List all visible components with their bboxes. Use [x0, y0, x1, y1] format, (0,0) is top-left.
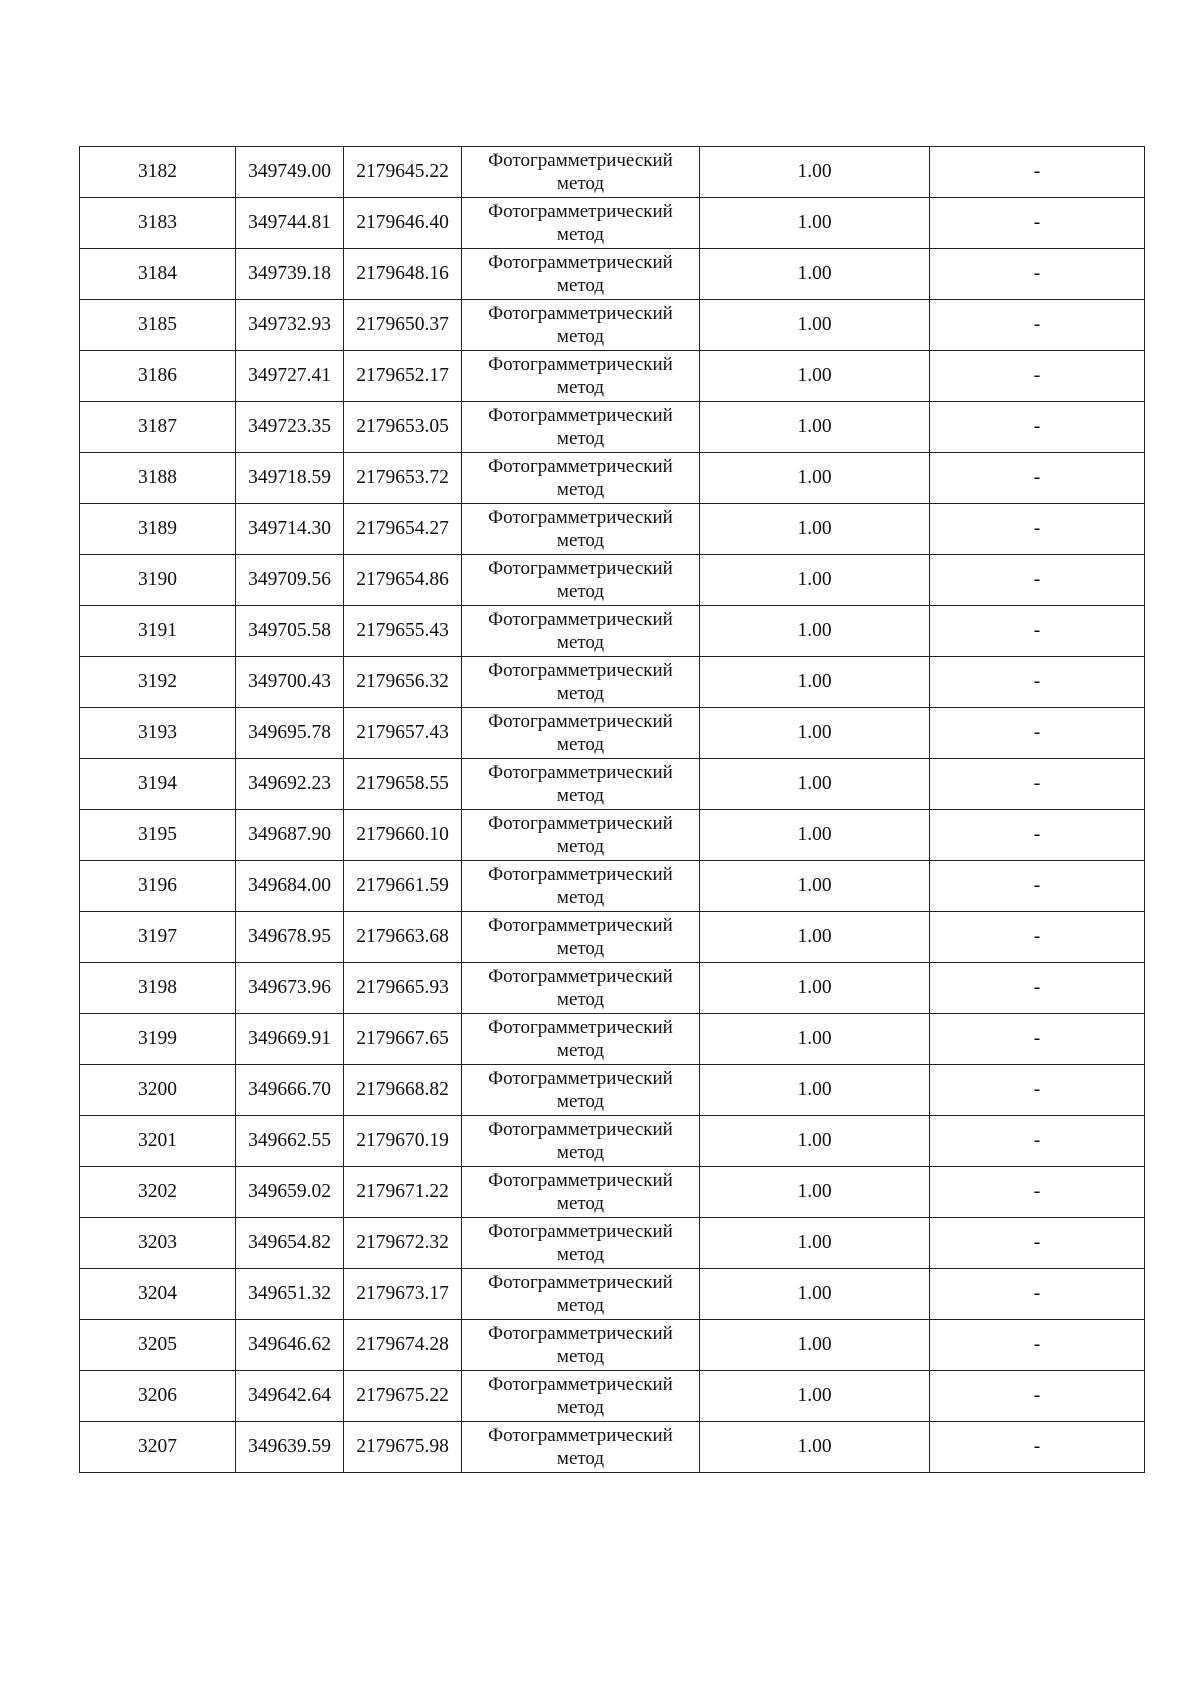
method-line-2: метод [556, 1346, 605, 1367]
note-cell: - [930, 1167, 1145, 1218]
y-coordinate-cell: 2179645.22 [344, 147, 462, 198]
point-number-cell: 3207 [80, 1422, 236, 1473]
point-number-cell: 3200 [80, 1065, 236, 1116]
x-coordinate-cell: 349705.58 [236, 606, 344, 657]
method-cell [462, 504, 700, 555]
table-row [80, 198, 1145, 249]
accuracy-cell: 1.00 [700, 657, 930, 708]
note-cell: - [930, 912, 1145, 963]
y-coordinate-cell: 2179675.98 [344, 1422, 462, 1473]
x-coordinate-cell: 349714.30 [236, 504, 344, 555]
method-line-2: метод [556, 1244, 605, 1265]
method-cell [462, 198, 700, 249]
x-coordinate-cell: 349673.96 [236, 963, 344, 1014]
y-coordinate-cell: 2179675.22 [344, 1371, 462, 1422]
x-coordinate-cell: 349654.82 [236, 1218, 344, 1269]
y-coordinate-cell: 2179660.10 [344, 810, 462, 861]
method-line-1: Фотограмметрический [488, 252, 673, 273]
method-cell [462, 861, 700, 912]
method-cell [462, 708, 700, 759]
method-line-1: Фотограмметрический [488, 1170, 673, 1191]
point-number-cell: 3195 [80, 810, 236, 861]
method-line-2: метод [556, 377, 605, 398]
table-row [80, 300, 1145, 351]
method-cell [462, 912, 700, 963]
accuracy-cell: 1.00 [700, 963, 930, 1014]
method-line-1: Фотограмметрический [488, 609, 673, 630]
point-number-cell: 3194 [80, 759, 236, 810]
y-coordinate-cell: 2179654.27 [344, 504, 462, 555]
accuracy-cell: 1.00 [700, 1371, 930, 1422]
method-line-1: Фотограмметрический [488, 507, 673, 528]
table-row [80, 1371, 1145, 1422]
y-coordinate-cell: 2179674.28 [344, 1320, 462, 1371]
method-line-2: метод [556, 326, 605, 347]
method-line-1: Фотограмметрический [488, 711, 673, 732]
x-coordinate-cell: 349639.59 [236, 1422, 344, 1473]
note-cell: - [930, 504, 1145, 555]
y-coordinate-cell: 2179652.17 [344, 351, 462, 402]
accuracy-cell: 1.00 [700, 810, 930, 861]
point-number-cell: 3196 [80, 861, 236, 912]
point-number-cell: 3201 [80, 1116, 236, 1167]
table-row [80, 912, 1145, 963]
accuracy-cell: 1.00 [700, 1218, 930, 1269]
method-line-1: Фотограмметрический [488, 1272, 673, 1293]
point-number-cell: 3205 [80, 1320, 236, 1371]
method-cell [462, 453, 700, 504]
note-cell: - [930, 759, 1145, 810]
table-row [80, 606, 1145, 657]
table-row [80, 1116, 1145, 1167]
y-coordinate-cell: 2179670.19 [344, 1116, 462, 1167]
method-cell [462, 606, 700, 657]
method-line-1: Фотограмметрический [488, 813, 673, 834]
method-line-2: метод [556, 1295, 605, 1316]
point-number-cell: 3185 [80, 300, 236, 351]
method-line-1: Фотограмметрический [488, 303, 673, 324]
accuracy-cell: 1.00 [700, 1116, 930, 1167]
method-line-1: Фотограмметрический [488, 1323, 673, 1344]
method-line-1: Фотограмметрический [488, 762, 673, 783]
point-number-cell: 3184 [80, 249, 236, 300]
method-line-1: Фотограмметрический [488, 1068, 673, 1089]
y-coordinate-cell: 2179648.16 [344, 249, 462, 300]
point-number-cell: 3189 [80, 504, 236, 555]
method-line-2: метод [556, 989, 605, 1010]
method-line-2: метод [556, 632, 605, 653]
point-number-cell: 3186 [80, 351, 236, 402]
note-cell: - [930, 657, 1145, 708]
note-cell: - [930, 1422, 1145, 1473]
method-line-2: метод [556, 530, 605, 551]
method-cell [462, 810, 700, 861]
x-coordinate-cell: 349684.00 [236, 861, 344, 912]
y-coordinate-cell: 2179665.93 [344, 963, 462, 1014]
y-coordinate-cell: 2179650.37 [344, 300, 462, 351]
accuracy-cell: 1.00 [700, 708, 930, 759]
accuracy-cell: 1.00 [700, 1065, 930, 1116]
method-line-1: Фотограмметрический [488, 966, 673, 987]
x-coordinate-cell: 349669.91 [236, 1014, 344, 1065]
y-coordinate-cell: 2179657.43 [344, 708, 462, 759]
y-coordinate-cell: 2179667.65 [344, 1014, 462, 1065]
table-row [80, 963, 1145, 1014]
note-cell: - [930, 1218, 1145, 1269]
note-cell: - [930, 402, 1145, 453]
point-number-cell: 3202 [80, 1167, 236, 1218]
table-row [80, 1422, 1145, 1473]
method-line-2: метод [556, 581, 605, 602]
table-row [80, 759, 1145, 810]
y-coordinate-cell: 2179671.22 [344, 1167, 462, 1218]
table-row [80, 453, 1145, 504]
x-coordinate-cell: 349678.95 [236, 912, 344, 963]
table-row [80, 1065, 1145, 1116]
method-line-1: Фотограмметрический [488, 1221, 673, 1242]
method-line-2: метод [556, 224, 605, 245]
note-cell: - [930, 249, 1145, 300]
method-line-2: метод [556, 1091, 605, 1112]
method-line-1: Фотограмметрический [488, 558, 673, 579]
method-cell [462, 555, 700, 606]
accuracy-cell: 1.00 [700, 912, 930, 963]
table-row [80, 657, 1145, 708]
table-row [80, 1320, 1145, 1371]
point-number-cell: 3182 [80, 147, 236, 198]
y-coordinate-cell: 2179656.32 [344, 657, 462, 708]
method-line-2: метод [556, 1448, 605, 1469]
table-row [80, 1167, 1145, 1218]
method-cell [462, 147, 700, 198]
table-row [80, 402, 1145, 453]
accuracy-cell: 1.00 [700, 1422, 930, 1473]
table-row [80, 810, 1145, 861]
accuracy-cell: 1.00 [700, 1167, 930, 1218]
note-cell: - [930, 1371, 1145, 1422]
method-line-1: Фотограмметрический [488, 150, 673, 171]
method-cell [462, 1320, 700, 1371]
method-line-2: метод [556, 428, 605, 449]
point-number-cell: 3204 [80, 1269, 236, 1320]
method-cell [462, 1065, 700, 1116]
point-number-cell: 3199 [80, 1014, 236, 1065]
accuracy-cell: 1.00 [700, 300, 930, 351]
point-number-cell: 3187 [80, 402, 236, 453]
accuracy-cell: 1.00 [700, 504, 930, 555]
x-coordinate-cell: 349723.35 [236, 402, 344, 453]
note-cell: - [930, 1269, 1145, 1320]
note-cell: - [930, 147, 1145, 198]
point-number-cell: 3198 [80, 963, 236, 1014]
note-cell: - [930, 1320, 1145, 1371]
table-row [80, 1218, 1145, 1269]
table-row [80, 861, 1145, 912]
point-number-cell: 3191 [80, 606, 236, 657]
method-line-2: метод [556, 887, 605, 908]
method-line-2: метод [556, 734, 605, 755]
x-coordinate-cell: 349642.64 [236, 1371, 344, 1422]
method-line-1: Фотограмметрический [488, 456, 673, 477]
method-cell [462, 963, 700, 1014]
y-coordinate-cell: 2179654.86 [344, 555, 462, 606]
accuracy-cell: 1.00 [700, 606, 930, 657]
accuracy-cell: 1.00 [700, 1320, 930, 1371]
note-cell: - [930, 1116, 1145, 1167]
point-number-cell: 3188 [80, 453, 236, 504]
table-row [80, 555, 1145, 606]
x-coordinate-cell: 349709.56 [236, 555, 344, 606]
method-line-2: метод [556, 275, 605, 296]
y-coordinate-cell: 2179668.82 [344, 1065, 462, 1116]
point-number-cell: 3197 [80, 912, 236, 963]
table-row [80, 147, 1145, 198]
method-line-2: метод [556, 1040, 605, 1061]
method-line-1: Фотограмметрический [488, 354, 673, 375]
coordinates-table [79, 146, 1145, 1473]
note-cell: - [930, 351, 1145, 402]
table-row [80, 1269, 1145, 1320]
accuracy-cell: 1.00 [700, 249, 930, 300]
method-cell [462, 657, 700, 708]
method-cell [462, 351, 700, 402]
x-coordinate-cell: 349659.02 [236, 1167, 344, 1218]
point-number-cell: 3206 [80, 1371, 236, 1422]
accuracy-cell: 1.00 [700, 1014, 930, 1065]
method-line-1: Фотограмметрический [488, 201, 673, 222]
note-cell: - [930, 198, 1145, 249]
method-cell [462, 759, 700, 810]
method-line-2: метод [556, 1142, 605, 1163]
method-cell [462, 1269, 700, 1320]
y-coordinate-cell: 2179673.17 [344, 1269, 462, 1320]
method-line-2: метод [556, 1193, 605, 1214]
note-cell: - [930, 453, 1145, 504]
accuracy-cell: 1.00 [700, 198, 930, 249]
accuracy-cell: 1.00 [700, 555, 930, 606]
note-cell: - [930, 1065, 1145, 1116]
x-coordinate-cell: 349651.32 [236, 1269, 344, 1320]
method-cell [462, 1014, 700, 1065]
x-coordinate-cell: 349718.59 [236, 453, 344, 504]
method-line-2: метод [556, 785, 605, 806]
note-cell: - [930, 1014, 1145, 1065]
x-coordinate-cell: 349646.62 [236, 1320, 344, 1371]
note-cell: - [930, 708, 1145, 759]
method-cell [462, 1167, 700, 1218]
method-line-1: Фотограмметрический [488, 405, 673, 426]
table-body [80, 147, 1145, 1473]
table-row [80, 1014, 1145, 1065]
method-line-1: Фотограмметрический [488, 1374, 673, 1395]
method-line-2: метод [556, 938, 605, 959]
method-line-1: Фотограмметрический [488, 1119, 673, 1140]
table-row [80, 504, 1145, 555]
method-line-2: метод [556, 479, 605, 500]
method-line-1: Фотограмметрический [488, 660, 673, 681]
point-number-cell: 3193 [80, 708, 236, 759]
accuracy-cell: 1.00 [700, 402, 930, 453]
y-coordinate-cell: 2179655.43 [344, 606, 462, 657]
accuracy-cell: 1.00 [700, 861, 930, 912]
note-cell: - [930, 861, 1145, 912]
method-line-2: метод [556, 683, 605, 704]
y-coordinate-cell: 2179672.32 [344, 1218, 462, 1269]
method-line-1: Фотограмметрический [488, 1017, 673, 1038]
x-coordinate-cell: 349692.23 [236, 759, 344, 810]
x-coordinate-cell: 349739.18 [236, 249, 344, 300]
x-coordinate-cell: 349732.93 [236, 300, 344, 351]
y-coordinate-cell: 2179646.40 [344, 198, 462, 249]
method-line-1: Фотограмметрический [488, 1425, 673, 1446]
x-coordinate-cell: 349695.78 [236, 708, 344, 759]
table-row [80, 351, 1145, 402]
y-coordinate-cell: 2179663.68 [344, 912, 462, 963]
method-cell [462, 249, 700, 300]
y-coordinate-cell: 2179653.72 [344, 453, 462, 504]
accuracy-cell: 1.00 [700, 351, 930, 402]
method-cell [462, 1371, 700, 1422]
accuracy-cell: 1.00 [700, 147, 930, 198]
note-cell: - [930, 300, 1145, 351]
note-cell: - [930, 606, 1145, 657]
note-cell: - [930, 555, 1145, 606]
method-line-2: метод [556, 836, 605, 857]
y-coordinate-cell: 2179658.55 [344, 759, 462, 810]
x-coordinate-cell: 349662.55 [236, 1116, 344, 1167]
method-line-2: метод [556, 1397, 605, 1418]
point-number-cell: 3190 [80, 555, 236, 606]
method-cell [462, 300, 700, 351]
point-number-cell: 3183 [80, 198, 236, 249]
x-coordinate-cell: 349749.00 [236, 147, 344, 198]
table-row [80, 708, 1145, 759]
method-cell [462, 1116, 700, 1167]
method-line-2: метод [556, 173, 605, 194]
point-number-cell: 3192 [80, 657, 236, 708]
note-cell: - [930, 963, 1145, 1014]
method-cell [462, 402, 700, 453]
accuracy-cell: 1.00 [700, 453, 930, 504]
accuracy-cell: 1.00 [700, 1269, 930, 1320]
method-line-1: Фотограмметрический [488, 864, 673, 885]
method-cell [462, 1218, 700, 1269]
accuracy-cell: 1.00 [700, 759, 930, 810]
x-coordinate-cell: 349700.43 [236, 657, 344, 708]
method-cell [462, 1422, 700, 1473]
y-coordinate-cell: 2179661.59 [344, 861, 462, 912]
note-cell: - [930, 810, 1145, 861]
x-coordinate-cell: 349687.90 [236, 810, 344, 861]
table-row [80, 249, 1145, 300]
y-coordinate-cell: 2179653.05 [344, 402, 462, 453]
method-line-1: Фотограмметрический [488, 915, 673, 936]
point-number-cell: 3203 [80, 1218, 236, 1269]
x-coordinate-cell: 349744.81 [236, 198, 344, 249]
x-coordinate-cell: 349727.41 [236, 351, 344, 402]
x-coordinate-cell: 349666.70 [236, 1065, 344, 1116]
